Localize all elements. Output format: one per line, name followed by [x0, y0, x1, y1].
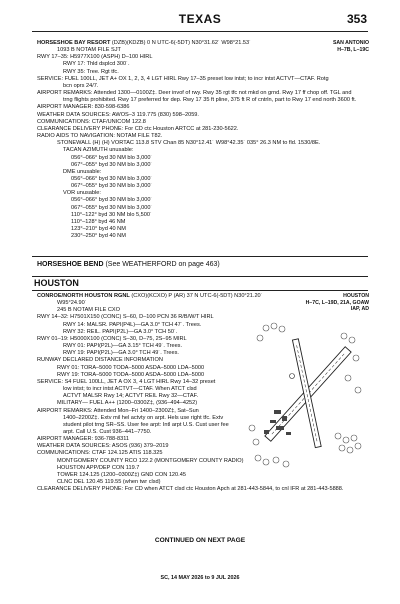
entry-line: COMMUNICATIONS: CTAF/UNICOM 122.8	[37, 118, 146, 125]
entry-line: CLNC DEL 120.45 119.55 (when twr clsd)	[57, 479, 161, 486]
entry-line: SERVICE: FUEL 100LL, JET A+ OX 1, 2, 3, 4 LGT HIRL Rwy 17–35 preset low intst; to incr intst ACTVT—CTAF. Rotg	[37, 75, 329, 82]
entry-line: VOR unusable:	[63, 190, 101, 197]
entry-line: RWY 14: MALSR. PAPI(P4L)—GA 3.0° TCH 47´. Trees.	[63, 321, 202, 328]
page-header	[0, 12, 400, 32]
entry-line: STONEWALL (H) (H) VORTAC 113.8 STV Chan 85 N30°12.41´ W98°42.35´ 035° 26.3 NM to fld. 1530/8E.	[57, 140, 321, 147]
entry-body	[37, 47, 369, 240]
sectional-ref	[333, 40, 369, 53]
entry-line: 1400–2200Z‡. Extv mil hel actvty on arpt. Hels use right tfc. Extv	[63, 414, 224, 421]
horseshoe-bend-note: (See WEATHERFORD on page 463)	[105, 261, 220, 268]
airport-location: P (AR) 37 N UTC-6(-5DT) N30°21.20´	[168, 293, 263, 299]
entry-line: RUNWAY DECLARED DISTANCE INFORMATION	[37, 357, 163, 364]
entry-line: 056°–066° byd 30 NM blo 3,000´	[71, 197, 153, 204]
entry-line: 067°–055° byd 30 NM blo 3,000´	[71, 204, 153, 211]
sectional-name: HOUSTON	[343, 293, 369, 299]
entry-line: AIRPORT MANAGER: 936-788-8311	[37, 436, 130, 443]
entry-line: RWY 14–32: H7501X150 (CONC) S–60, D–100 PCN 36 R/B/W/T HIRL	[37, 314, 214, 321]
entry-line: COMMUNICATIONS: CTAF 124.125 ATIS 118.325	[37, 450, 163, 457]
entry-line: 056°–066° byd 30 NM blo 3,000´	[71, 175, 153, 182]
state-heading: TEXAS	[178, 12, 222, 26]
entry-line: 1093 B NOTAM FILE SJT	[57, 47, 121, 54]
entry-line: MILITARY— FUEL A++ (1200–0300Z‡, (936–494–4252)	[57, 400, 198, 407]
header-rule	[32, 31, 368, 32]
entry-line: MONTGOMERY COUNTY RCO 122.2 (MONTGOMERY COUNTY RADIO)	[57, 457, 244, 464]
sectional-name: SAN ANTONIO	[332, 40, 369, 46]
entry-line: HOUSTON APP/DEP CON 119.7	[57, 464, 140, 471]
entry-line: RWY 32: REIL. PAPI(P2L)—GA 3.0° TCH 50´.	[63, 328, 178, 335]
section-rule-lower	[32, 290, 368, 291]
entry-line: 067°–055° byd 30 NM blo 3,000´	[71, 161, 153, 168]
page-number: 353	[346, 12, 367, 26]
continued-notice: CONTINUED ON NEXT PAGE	[154, 537, 246, 544]
entry-line: AIRPORT REMARKS: Attended Mon–Fri 1400–2300Z‡, Sat–Sun	[37, 407, 199, 414]
horseshoe-bay-entry	[37, 40, 369, 240]
section-rule	[32, 276, 368, 277]
entry-line: student pilot trng SR–SS. User fee arpt: Intl arpt U.S. Cust user fee	[63, 421, 229, 428]
entry-line: RADIO AIDS TO NAVIGATION: NOTAM FILE T82.	[37, 133, 163, 140]
validity-footer: SC, 14 MAY 2026 to 9 JUL 2026	[160, 575, 240, 581]
entry-line: WEATHER DATA SOURCES: ASOS (936) 379–2019	[37, 443, 169, 450]
entry-line: trng flights prohibited. Rwy 17 preferred for dep. Rwy 17 35 ft pline, 375 ft R of cntrln, part to Rwy 17 end north 3600 ft.	[63, 97, 357, 104]
entry-line: RWY 01: PAPI(P2L)—GA 3.15° TCH 49´. Trees.	[63, 343, 183, 350]
entry-line: ACTVT MALSR Rwy 14; ACTVT REIL Rwy 32—CTAF.	[63, 393, 199, 400]
entry-line: RWY 01: TORA–5000 TODA–5000 ASDA–5000 LDA–5000	[57, 364, 205, 371]
entry-line: RWY 01–19: H5000X100 (CONC) S–30, D–75, 2S–95 MIRL	[37, 335, 187, 342]
entry-line: WEATHER DATA SOURCES: AWOS–3 119.775 (830) 598–2059.	[37, 111, 199, 118]
sectional-ref	[306, 293, 369, 313]
airport-name: CONROE/NORTH HOUSTON RGNL	[37, 293, 130, 299]
airport-diagram	[246, 318, 368, 470]
entry-line: DME unusable:	[63, 168, 102, 175]
airport-name: HORSESHOE BAY RESORT	[37, 40, 111, 46]
entry-line: 230°–250° byd 40 NM	[71, 233, 126, 240]
airport-ids: (DZB)(KDZB)	[111, 40, 146, 46]
entry-line: CLEARANCE DELIVERY PHONE: For CD ctc Houston ARTCC at 281-230-5622.	[37, 125, 239, 132]
entry-line: 067°–055° byd 30 NM blo 3,000´	[71, 183, 153, 190]
entry-line: 123°–210° byd 40 NM	[71, 226, 126, 233]
entry-line: AIRPORT MANAGER: 830-598-6386	[37, 104, 130, 111]
entry-line: bcn oprs 24/7.	[63, 82, 99, 89]
horseshoe-bend-entry	[37, 261, 220, 268]
entry-line: RWY 17: Thld dsplcd 300´.	[63, 61, 130, 68]
entry-line: 245 B NOTAM FILE CXO	[57, 307, 120, 314]
entry-divider	[32, 256, 368, 257]
entry-line: TACAN AZIMUTH unusable:	[63, 147, 134, 154]
entry-line: low intst; to incr intst ACTVT—CTAF. When ATCT clsd	[63, 386, 197, 393]
entry-line: RWY 35: Tree. Rgt tfc.	[63, 68, 119, 75]
entry-line: W95°24.90´	[57, 300, 87, 307]
entry-line: 056°–066° byd 30 NM blo 3,000´	[71, 154, 153, 161]
entry-line: arpt. Call U.S. Cust 936–441–7750.	[63, 428, 152, 435]
horseshoe-bend-name: HORSESHOE BEND	[37, 261, 104, 268]
section-heading-houston: HOUSTON	[34, 278, 79, 288]
entry-line: CLEARANCE DELIVERY PHONE: For CD when ATCT clsd ctc Houston Apch at 281-443-5844, to cnl IFR at 281-443-5888.	[37, 486, 344, 493]
entry-line: 110°–128° byd 46 NM	[71, 218, 126, 225]
airport-title-line	[37, 40, 369, 47]
chart-reference: H–7C, L–19D, 21A, GOAW	[305, 299, 369, 306]
entry-line: RWY 19: TORA–5000 TODA–5000 ASDA–5000 LDA–5000	[57, 371, 205, 378]
chart-reference-2: IAP, AD	[350, 306, 369, 312]
entry-line: AIRPORT REMARKS: Attended 1300––0100Z‡. Deer invof of rwy. Rwy 35 rgt tfc not mkd on grnd. Rwy 17 ff chop off. TGL and	[37, 90, 352, 97]
entry-line: RWY 19: PAPI(P2L)—GA 3.0° TCH 49´. Trees.	[63, 350, 179, 357]
entry-line: SERVICE: S4 FUEL 100LL, JET A OX 3, 4 LGT HIRL Rwy 14–32 preset	[37, 378, 216, 385]
airport-location: 0 N UTC-6(-5DT) N30°31.62´ W98°21.53´	[147, 40, 251, 46]
entry-line: 110°–122° byd 30 NM blo 5,500´	[71, 211, 152, 218]
airport-ids: (CXO)(KCXO)	[131, 293, 167, 299]
entry-line: TOWER 124.125 (1200–0300Z‡) GND CON 120.45	[57, 471, 186, 478]
entry-line: RWY 17–35: H5977X100 (ASPH) D–100 HIRL	[37, 54, 153, 61]
chart-reference: H–7B, L–19C	[337, 46, 369, 53]
